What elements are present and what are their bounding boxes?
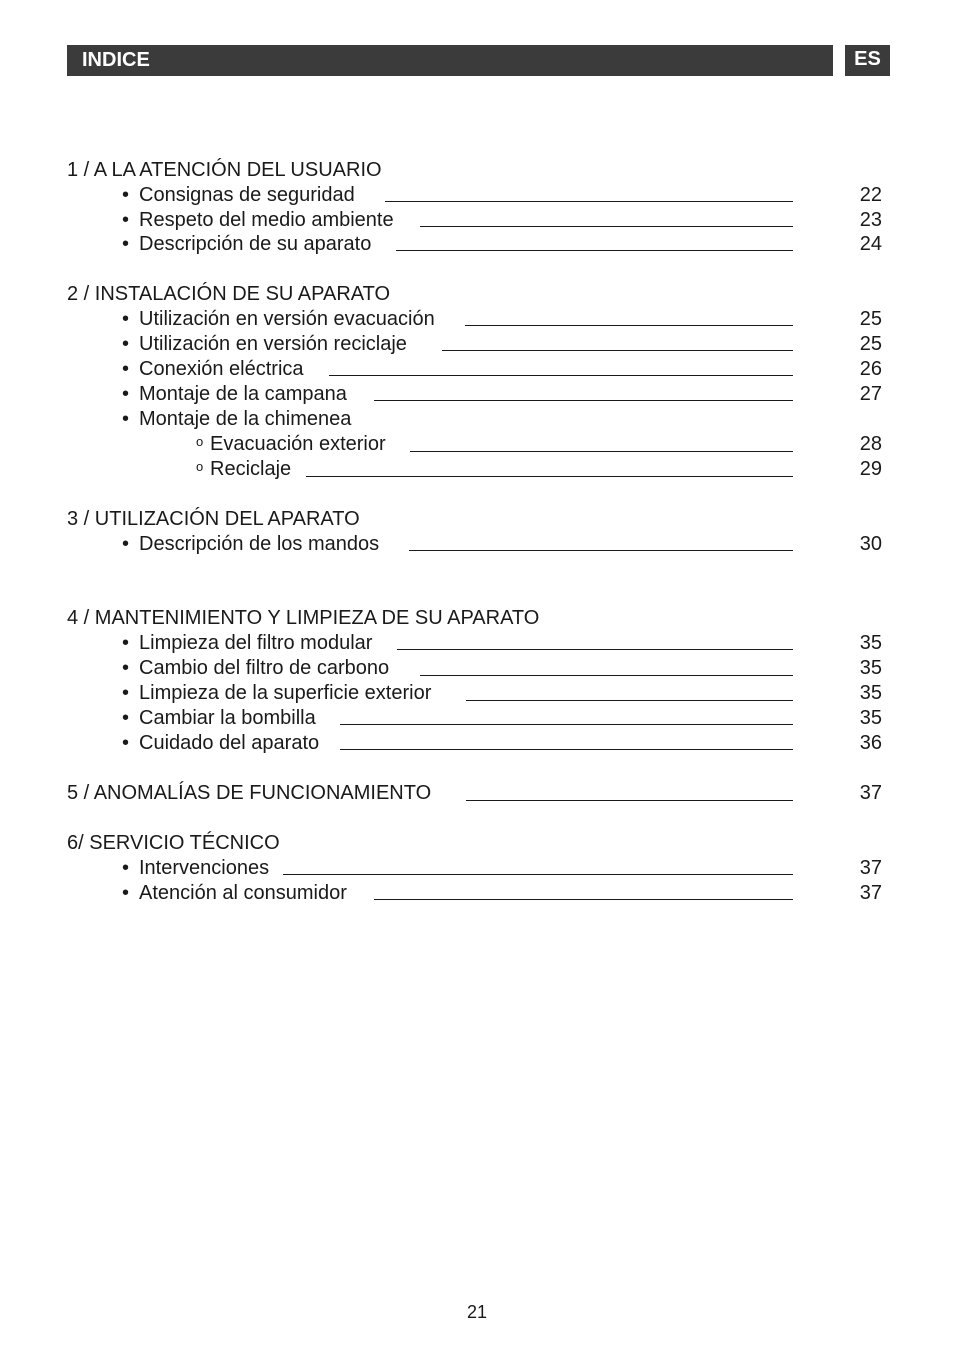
toc-leader-line xyxy=(409,550,793,551)
toc-page-number: 24 xyxy=(859,233,882,255)
toc-leader-line xyxy=(385,201,793,202)
toc-page-number: 37 xyxy=(859,882,882,904)
toc-item[interactable]: • Cambiar la bombilla xyxy=(122,707,316,729)
toc-leader-line xyxy=(465,325,793,326)
toc-page-number: 35 xyxy=(859,707,882,729)
toc-page-number: 25 xyxy=(859,308,882,330)
toc-section-heading[interactable]: 4 / MANTENIMIENTO Y LIMPIEZA DE SU APARATO xyxy=(67,607,540,629)
toc-item[interactable]: • Atención al consumidor xyxy=(122,882,347,904)
toc-page-number: 29 xyxy=(859,458,882,480)
toc-page-number: 37 xyxy=(859,857,882,879)
toc-section-heading[interactable]: 5 / ANOMALÍAS DE FUNCIONAMIENTO xyxy=(67,782,432,804)
toc-leader-line xyxy=(396,250,793,251)
toc-page-number: 35 xyxy=(859,657,882,679)
toc-leader-line xyxy=(442,350,793,351)
bullet-icon: • xyxy=(122,184,130,206)
language-badge: ES xyxy=(845,45,890,76)
bullet-icon: • xyxy=(122,333,130,355)
bullet-icon: • xyxy=(122,657,130,679)
bullet-icon: • xyxy=(122,882,130,904)
bullet-icon: • xyxy=(122,358,130,380)
toc-item[interactable]: • Cuidado del aparato xyxy=(122,732,320,754)
bullet-icon: • xyxy=(122,732,130,754)
toc-leader-line xyxy=(283,874,793,875)
bullet-icon: • xyxy=(122,209,130,231)
toc-page-number: 22 xyxy=(859,184,882,206)
toc-page-number: 25 xyxy=(859,333,882,355)
toc-page-number: 27 xyxy=(859,383,882,405)
toc-section-heading[interactable]: 1 / A LA ATENCIÓN DEL USUARIO xyxy=(67,159,382,181)
toc-page-number: 36 xyxy=(859,732,882,754)
toc-subitem[interactable]: o Reciclaje xyxy=(196,458,292,480)
toc-leader-line xyxy=(340,724,793,725)
toc-leader-line xyxy=(420,226,793,227)
section-header-bar xyxy=(67,45,833,76)
page-number: 21 xyxy=(466,1302,488,1322)
toc-leader-line xyxy=(466,700,793,701)
bullet-icon: • xyxy=(122,308,130,330)
toc-item[interactable]: • Intervenciones xyxy=(122,857,270,879)
toc-leader-line xyxy=(397,649,793,650)
toc-leader-line xyxy=(410,451,793,452)
toc-page-number: 35 xyxy=(859,682,882,704)
toc-leader-line xyxy=(306,476,793,477)
toc-page-number: 37 xyxy=(859,782,882,804)
toc-page-number: 26 xyxy=(859,358,882,380)
bullet-icon: • xyxy=(122,707,130,729)
toc-item[interactable]: • Respeto del medio ambiente xyxy=(122,209,394,231)
toc-page-number: 23 xyxy=(859,209,882,231)
toc-item[interactable]: • Descripción de su aparato xyxy=(122,233,372,255)
page-title: INDICE xyxy=(82,49,150,71)
toc-subitem[interactable]: o Evacuación exterior xyxy=(196,433,386,455)
toc-item[interactable]: • Conexión eléctrica xyxy=(122,358,304,380)
toc-item[interactable]: • Cambio del filtro de carbono xyxy=(122,657,390,679)
toc-section-heading[interactable]: 3 / UTILIZACIÓN DEL APARATO xyxy=(67,508,360,530)
toc-leader-line xyxy=(329,375,793,376)
circle-bullet-icon: o xyxy=(196,434,204,449)
toc-item[interactable]: • Montaje de la campana xyxy=(122,383,347,405)
toc-item[interactable]: • Limpieza del filtro modular xyxy=(122,632,373,654)
bullet-icon: • xyxy=(122,408,130,430)
toc-leader-line xyxy=(420,675,793,676)
bullet-icon: • xyxy=(122,533,130,555)
bullet-icon: • xyxy=(122,383,130,405)
toc-item[interactable]: • Montaje de la chimenea xyxy=(122,408,352,430)
toc-item[interactable]: • Utilización en versión reciclaje xyxy=(122,333,407,355)
toc-leader-line xyxy=(374,400,793,401)
bullet-icon: • xyxy=(122,233,130,255)
toc-item[interactable]: • Consignas de seguridad xyxy=(122,184,355,206)
toc-leader-line xyxy=(340,749,793,750)
bullet-icon: • xyxy=(122,857,130,879)
circle-bullet-icon: o xyxy=(196,459,204,474)
toc-page-number: 35 xyxy=(859,632,882,654)
bullet-icon: • xyxy=(122,632,130,654)
toc-item[interactable]: • Utilización en versión evacuación xyxy=(122,308,435,330)
toc-page-number: 28 xyxy=(859,433,882,455)
toc-page-number: 30 xyxy=(859,533,882,555)
toc-item[interactable]: • Descripción de los mandos xyxy=(122,533,380,555)
toc-section-heading[interactable]: 6/ SERVICIO TÉCNICO xyxy=(67,832,280,854)
bullet-icon: • xyxy=(122,682,130,704)
toc-leader-line xyxy=(374,899,793,900)
toc-item[interactable]: • Limpieza de la superficie exterior xyxy=(122,682,432,704)
toc-leader-line xyxy=(466,800,793,801)
toc-section-heading[interactable]: 2 / INSTALACIÓN DE SU APARATO xyxy=(67,283,391,305)
